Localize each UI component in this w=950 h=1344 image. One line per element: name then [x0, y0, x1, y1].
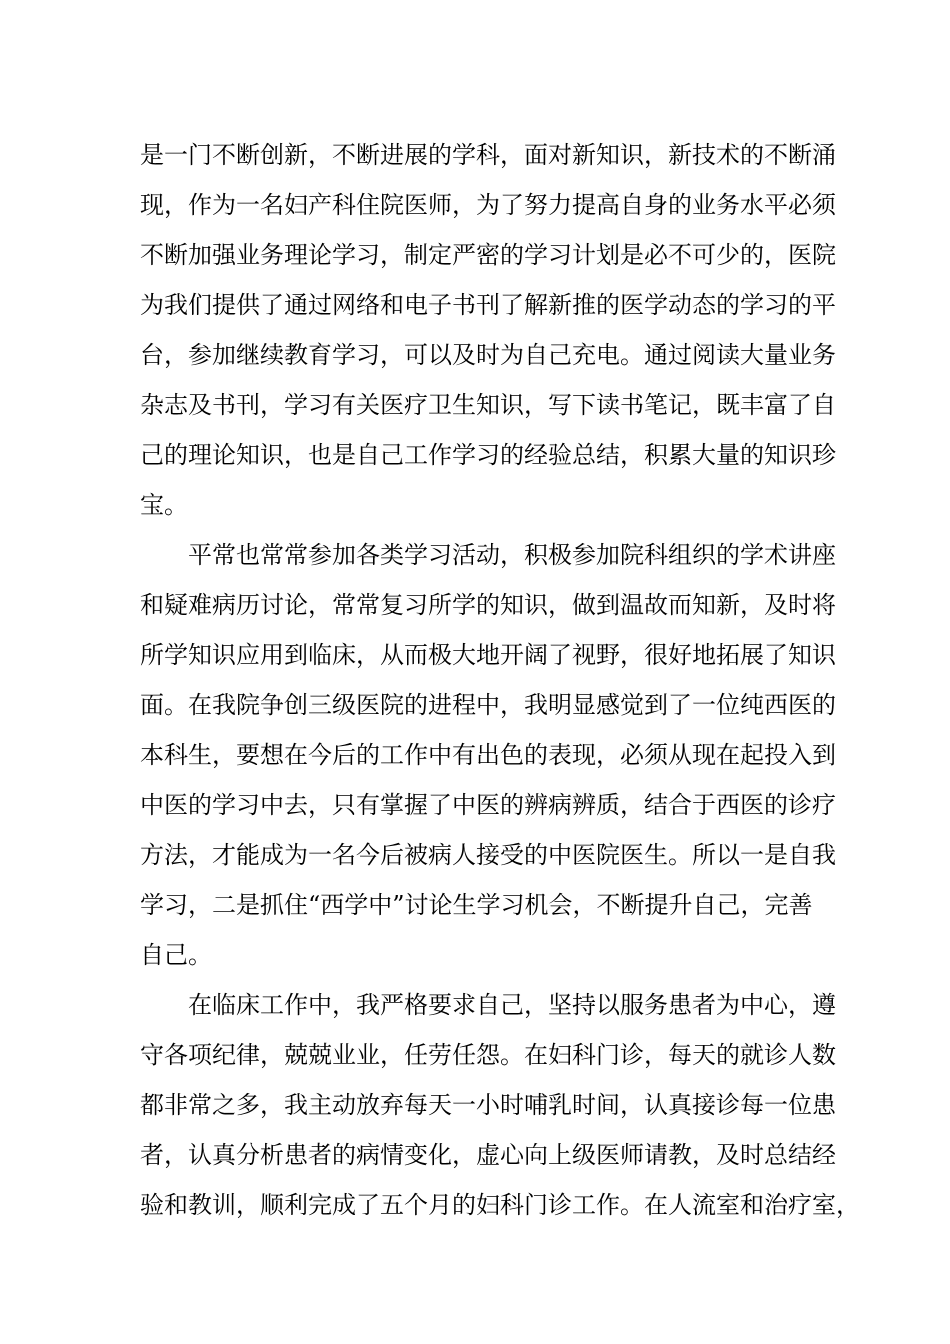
text-line: 和疑难病历讨论，常常复习所学的知识，做到温故而知新，及时将	[140, 591, 836, 619]
body-text	[140, 130, 860, 1230]
text-line: 方法，才能成为一名今后被病人接受的中医院医生。所以一是自我	[140, 841, 836, 869]
text-line: 杂志及书刊，学习有关医疗卫生知识，写下读书笔记，既丰富了自	[140, 391, 836, 419]
text-line: 是一门不断创新，不断进展的学科，面对新知识，新技术的不断涌	[140, 141, 836, 169]
text-line: 平常也常常参加各类学习活动，积极参加院科组织的学术讲座	[140, 541, 836, 569]
text-line: 台，参加继续教育学习，可以及时为自己充电。通过阅读大量业务	[140, 341, 836, 369]
text-line: 自己。	[140, 941, 212, 969]
text-line: 在临床工作中，我严格要求自己，坚持以服务患者为中心，遵	[140, 991, 836, 1019]
text-line: 为我们提供了通过网络和电子书刊了解新推的医学动态的学习的平	[140, 291, 836, 319]
text-line: 现，作为一名妇产科住院医师，为了努力提高自身的业务水平必须	[140, 191, 836, 219]
text-line: 验和教训，顺利完成了五个月的妇科门诊工作。在人流室和治疗室，	[140, 1191, 860, 1219]
text-line: 面。在我院争创三级医院的进程中，我明显感觉到了一位纯西医的	[140, 691, 836, 719]
text-line: 不断加强业务理论学习，制定严密的学习计划是必不可少的，医院	[140, 241, 836, 269]
text-line: 本科生，要想在今后的工作中有出色的表现，必须从现在起投入到	[140, 741, 836, 769]
text-line: 者，认真分析患者的病情变化，虚心向上级医师请教，及时总结经	[140, 1141, 836, 1169]
text-line: 所学知识应用到临床，从而极大地开阔了视野，很好地拓展了知识	[140, 641, 836, 669]
text-line: 都非常之多，我主动放弃每天一小时哺乳时间，认真接诊每一位患	[140, 1091, 836, 1119]
text-line: 己的理论知识，也是自己工作学习的经验总结，积累大量的知识珍	[140, 441, 836, 469]
text-line: 守各项纪律，兢兢业业，任劳任怨。在妇科门诊，每天的就诊人数	[140, 1041, 836, 1069]
text-line: 学习，二是抓住“西学中”讨论生学习机会，不断提升自己，完善	[140, 891, 813, 919]
text-line: 中医的学习中去，只有掌握了中医的辨病辨质，结合于西医的诊疗	[140, 791, 836, 819]
text-line: 宝。	[140, 491, 188, 519]
